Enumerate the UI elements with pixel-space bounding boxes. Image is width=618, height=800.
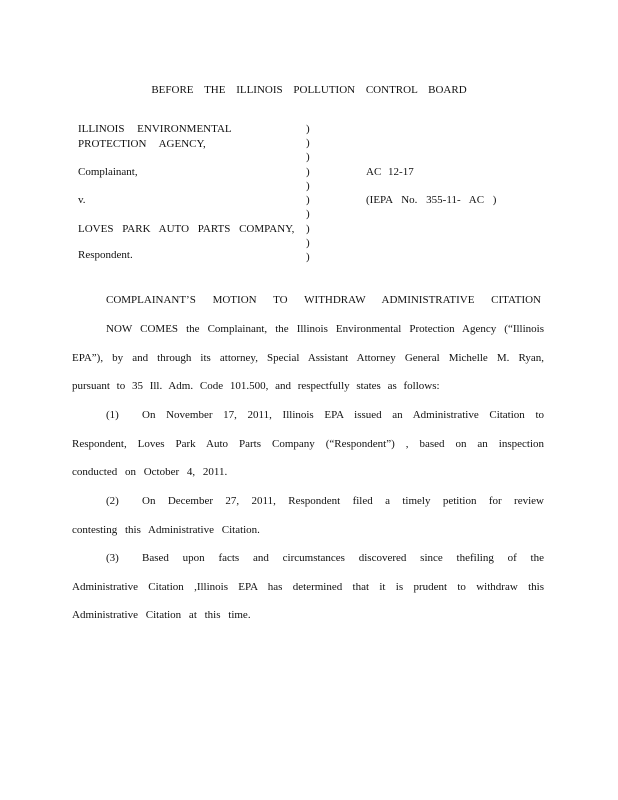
intro-paragraph <box>72 315 544 401</box>
complainant-name-line2: PROTECTION AGENCY, <box>78 138 206 150</box>
caption-paren: ) <box>306 194 310 206</box>
motion-heading: COMPLAINANT’S MOTION TO WITHDRAW ADMINISTRATIVE CITATION <box>106 294 541 306</box>
page-title: BEFORE THE ILLINOIS POLLUTION CONTROL BOARD <box>151 84 467 96</box>
numbered-paragraph <box>72 544 544 630</box>
caption-paren: ) <box>306 251 310 263</box>
complainant-role: Complainant, <box>78 166 138 178</box>
intro-text: NOW COMES the Complainant, the Illinois Environmental Protection Agency (“Illinois EPA”), by and through its attorney, Special Assistant Attorney General Michelle M. Ryan, pursuant to 35 Ill. Adm. Code 101.500, and respectfully states as follows: <box>72 323 544 392</box>
numbered-paragraph <box>72 487 544 544</box>
caption-paren: ) <box>306 223 310 235</box>
case-number: AC 12-17 <box>366 166 414 178</box>
caption-paren: ) <box>306 166 310 178</box>
caption-paren: ) <box>306 137 310 149</box>
paragraph-number: (1) <box>106 409 119 421</box>
paragraph-number: (3) <box>106 552 119 564</box>
paragraph-text: On December 27, 2011, Respondent filed a timely petition for review contesting this Administrative Citation. <box>72 495 544 536</box>
caption-paren: ) <box>306 180 310 192</box>
complainant-name-line1: ILLINOIS ENVIRONMENTAL <box>78 123 232 135</box>
respondent-role: Respondent. <box>78 249 133 261</box>
caption-paren: ) <box>306 237 310 249</box>
respondent-name: LOVES PARK AUTO PARTS COMPANY, <box>78 223 295 235</box>
numbered-paragraph <box>72 401 544 487</box>
paragraph-text: Based upon facts and circumstances discovered since thefiling of the Administrative Citation ,Illinois EPA has determined that it is prudent to withdraw this Administrative Citation at this time. <box>72 552 544 621</box>
caption-paren: ) <box>306 151 310 163</box>
caption-paren: ) <box>306 208 310 220</box>
versus-label: v. <box>78 194 86 206</box>
iepa-number: (IEPA No. 355-11- AC ) <box>366 194 497 206</box>
paragraph-number: (2) <box>106 495 119 507</box>
paragraph-text: On November 17, 2011, Illinois EPA issued an Administrative Citation to Respondent, Loves Park Auto Parts Company (“Respondent”) , based on an inspection conducted on October 4, 2011. <box>72 409 544 478</box>
caption-paren: ) <box>306 123 310 135</box>
